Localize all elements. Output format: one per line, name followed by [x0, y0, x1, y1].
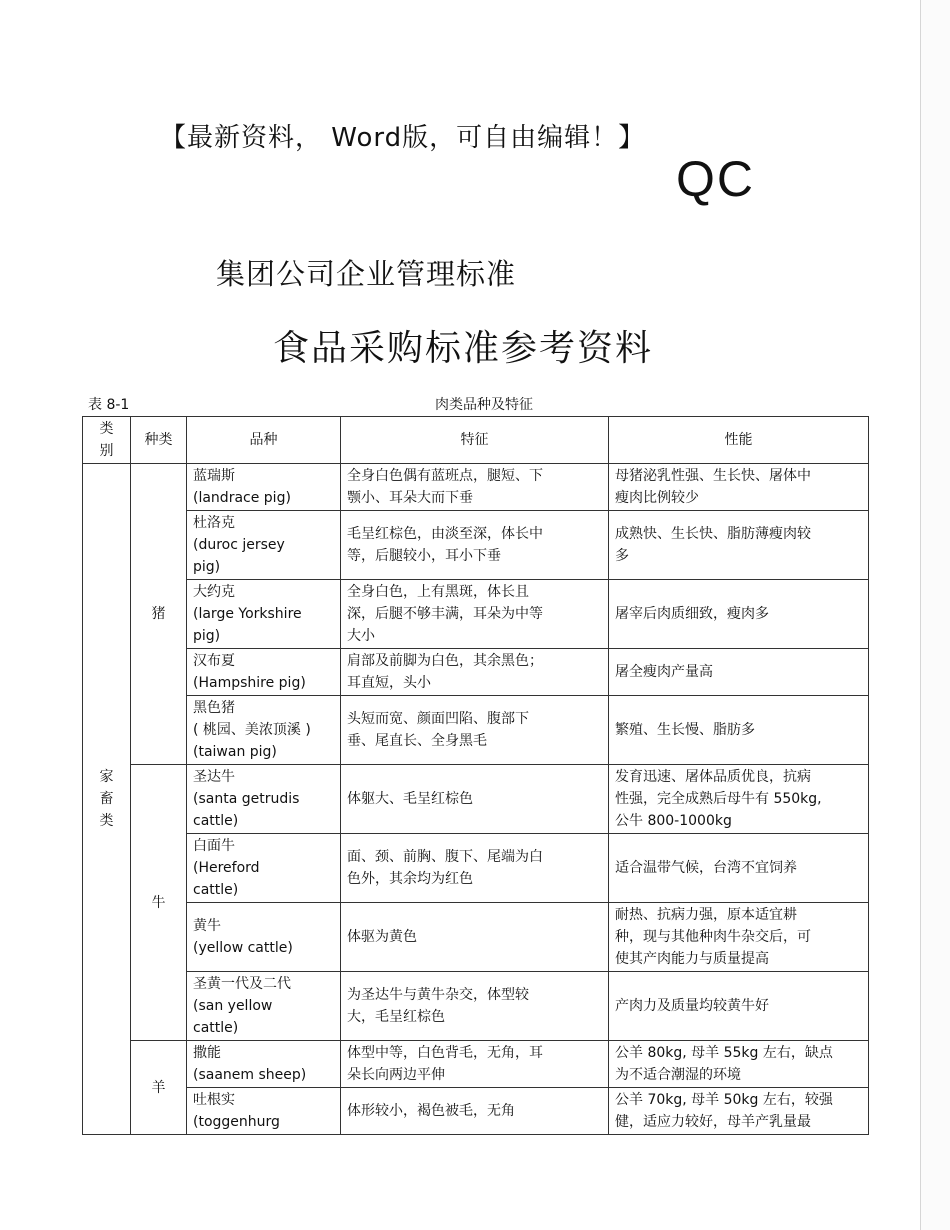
species-sheep: 羊	[131, 1041, 187, 1135]
traits-cell: 发育迅速、屠体品质优良，抗病 性强，完全成熟后母牛有 550kg, 公牛 800-1000kg	[609, 765, 869, 834]
header-traits: 性能	[609, 417, 869, 464]
species-cattle: 牛	[131, 765, 187, 1041]
features-cell: 体形较小，褐色被毛，无角	[341, 1088, 609, 1135]
category-cell: 家畜类	[83, 464, 131, 1135]
table-row	[83, 511, 869, 580]
document-title: 食品采购标准参考资料	[273, 328, 654, 369]
breed-cell: 大约克 (large Yorkshire pig)	[187, 580, 341, 649]
features-cell: 体躯大、毛呈红棕色	[341, 765, 609, 834]
table-row	[83, 1041, 869, 1088]
traits-cell: 公羊 70kg, 母羊 50kg 左右，较强 健，适应力较好，母羊产乳量最	[609, 1088, 869, 1135]
meat-breeds-table	[82, 416, 869, 1135]
traits-cell: 屠宰后肉质细致，瘦肉多	[609, 580, 869, 649]
table-row	[83, 649, 869, 696]
features-cell: 肩部及前脚为白色，其余黑色； 耳直短，头小	[341, 649, 609, 696]
table-caption: 肉类品种及特征	[435, 397, 533, 413]
breed-cell: 黄牛 (yellow cattle)	[187, 903, 341, 972]
table-row	[83, 1088, 869, 1135]
table-row	[83, 972, 869, 1041]
table-row	[83, 696, 869, 765]
breed-cell: 圣黄一代及二代 (san yellow cattle)	[187, 972, 341, 1041]
breed-cell: 白面牛 (Hereford cattle)	[187, 834, 341, 903]
header-features: 特征	[341, 417, 609, 464]
traits-cell: 适合温带气候，台湾不宜饲养	[609, 834, 869, 903]
breed-cell: 蓝瑞斯 (landrace pig)	[187, 464, 341, 511]
table-row	[83, 834, 869, 903]
features-cell: 体型中等，白色背毛，无角，耳 朵长向两边平伸	[341, 1041, 609, 1088]
qc-label: QC	[676, 151, 755, 207]
breed-cell: 黑色猪 ( 桃园、美浓顶溪 ) (taiwan pig)	[187, 696, 341, 765]
header-species: 种类	[131, 417, 187, 464]
header-note: 【最新资料， Word版，可自由编辑！】	[160, 123, 646, 153]
traits-cell: 繁殖、生长慢、脂肪多	[609, 696, 869, 765]
header-breed: 品种	[187, 417, 341, 464]
traits-cell: 公羊 80kg, 母羊 55kg 左右，缺点 为不适合潮湿的环境	[609, 1041, 869, 1088]
features-cell: 面、颈、前胸、腹下、尾端为白 色外，其余均为红色	[341, 834, 609, 903]
breed-cell: 撒能 (saanem sheep)	[187, 1041, 341, 1088]
table-row	[83, 580, 869, 649]
page-edge-line	[920, 0, 921, 1230]
breed-cell: 吐根实 (toggenhurg	[187, 1088, 341, 1135]
traits-cell: 产肉力及质量均较黄牛好	[609, 972, 869, 1041]
breed-cell: 杜洛克 (duroc jersey pig)	[187, 511, 341, 580]
company-standard-title: 集团公司企业管理标准	[216, 257, 517, 291]
table-row	[83, 464, 869, 511]
breed-cell: 圣达牛 (santa getrudis cattle)	[187, 765, 341, 834]
header-category: 类别	[83, 417, 131, 464]
traits-cell: 成熟快、生长快、脂肪薄瘦肉较 多	[609, 511, 869, 580]
page-edge-shade	[921, 0, 950, 1230]
features-cell: 为圣达牛与黄牛杂交，体型较 大，毛呈红棕色	[341, 972, 609, 1041]
features-cell: 全身白色偶有蓝班点，腿短、下 颚小、耳朵大而下垂	[341, 464, 609, 511]
features-cell: 毛呈红棕色，由淡至深，体长中 等，后腿较小，耳小下垂	[341, 511, 609, 580]
features-cell: 体驱为黄色	[341, 903, 609, 972]
table-row	[83, 903, 869, 972]
traits-cell: 屠全瘦肉产量高	[609, 649, 869, 696]
table-header-row	[83, 417, 869, 464]
features-cell: 头短而宽、颜面凹陷、腹部下 垂、尾直长、全身黑毛	[341, 696, 609, 765]
breed-cell: 汉布夏 (Hampshire pig)	[187, 649, 341, 696]
species-pig: 猪	[131, 464, 187, 765]
features-cell: 全身白色，上有黑斑，体长且 深，后腿不够丰满，耳朵为中等 大小	[341, 580, 609, 649]
traits-cell: 耐热、抗病力强，原本适宜耕 种，现与其他种肉牛杂交后，可 使其产肉能力与质量提高	[609, 903, 869, 972]
table-number: 表 8-1	[88, 397, 130, 413]
table-row	[83, 765, 869, 834]
traits-cell: 母猪泌乳性强、生长快、屠体中 瘦肉比例较少	[609, 464, 869, 511]
